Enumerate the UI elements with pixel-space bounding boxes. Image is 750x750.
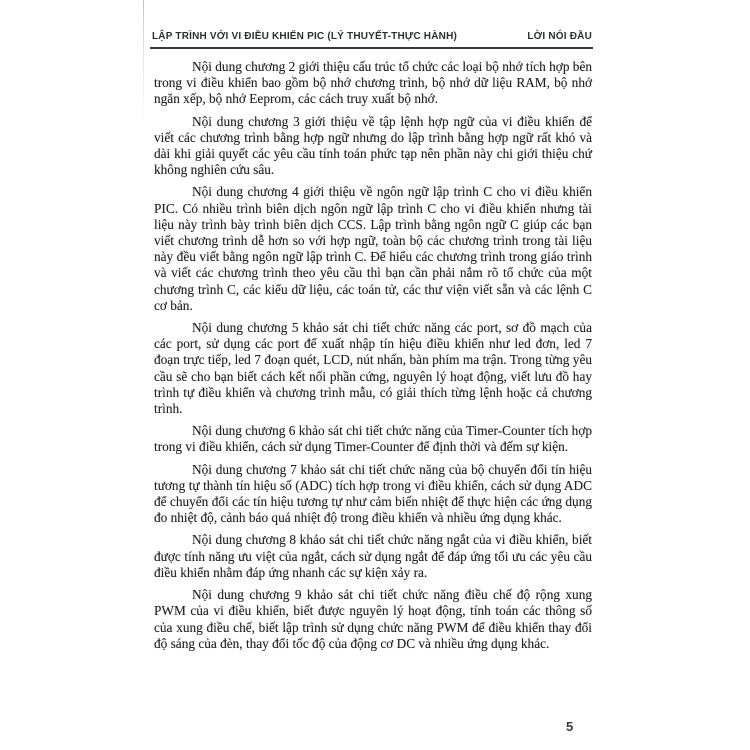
paragraph-chuong-2: Nội dung chương 2 giới thiệu cấu trúc tổ chức các loại bộ nhớ tích hợp bên trong vi điều khiển bao gồm bộ nhớ chương trình, bộ nhớ dữ liệu RAM, bộ nhớ ngăn xếp, bộ nhớ Eeprom, các cách truy xuất bộ nhớ. [154, 59, 592, 107]
body-text [154, 59, 592, 658]
page-edge-shadow [143, 0, 144, 130]
running-head-book-title: LẬP TRÌNH VỚI VI ĐIỀU KHIỂN PIC (LÝ THUYẾT-THỰC HÀNH) [152, 31, 458, 42]
header-rule [150, 47, 593, 49]
paragraph-chuong-7: Nội dung chương 7 khảo sát chi tiết chức năng của bộ chuyển đổi tín hiệu tương tự thành tín hiệu số (ADC) tích hợp trong vi điều khiển, cách sử dụng ADC để chuyển đổi các tín hiệu tương tự như cảm biến nhiệt để thực hiện các ứng dụng đo nhiệt độ, cảnh báo quá nhiệt độ trong điều khiển và nhiều ứng dụng khác. [154, 461, 592, 526]
paragraph-chuong-8: Nội dung chương 8 khảo sát chi tiết chức năng ngắt của vi điều khiển, biết được tính năng ưu việt của ngắt, cách sử dụng ngắt để đáp ứng tối ưu các yêu cầu điều khiển nhằm đáp ứng nhanh các sự kiện xảy ra. [154, 532, 592, 580]
paragraph-chuong-9: Nội dung chương 9 khảo sát chi tiết chức năng điều chế độ rộng xung PWM của vi điều khiển, biết được nguyên lý hoạt động, tính toán các thông số của xung điều chế, biết lập trình sử dụng chức năng PWM để điều khiển thay đổi độ sáng của đèn, thay đổi tốc độ của động cơ DC và nhiều ứng dụng khác. [154, 587, 592, 651]
paragraph-chuong-4: Nội dung chương 4 giới thiệu về ngôn ngữ lập trình C cho vi điều khiển PIC. Có nhiều trình biên dịch ngôn ngữ lập trình C cho vi điều khiển nhưng tài liệu này trình bày trình biên dịch CCS. Lập trình bằng ngôn ngữ C giúp các bạn viết chương trình dễ hơn so với hợp ngữ, toàn bộ các chương trình trong tài liệu này đều viết bằng ngôn ngữ lập trình C. Để hiểu các chương trình trong giáo trình và viết các chương trình theo yêu cầu thì bạn cần phải nắm rõ tổ chức của một chương trình C, các kiểu dữ liệu, các toán tử, các thư viện viết sẵn và các lệnh C cơ bản. [154, 184, 592, 313]
running-head-section-title: LỜI NÓI ĐẦU [527, 31, 592, 42]
paragraph-chuong-5: Nội dung chương 5 khảo sát chi tiết chức năng các port, sơ đồ mạch của các port, sử dụng các port để xuất nhập tín hiệu điều khiển như led đơn, led 7 đoạn trực tiếp, led 7 đoạn quét, LCD, nút nhấn, bàn phím ma trận. Trong từng yêu cầu sẽ cho bạn biết cách kết nối phần cứng, nguyên lý hoạt động, viết lưu đồ hay trình tự điều khiển và chương trình mẫu, có giải thích từng lệnh hoặc cả chương trình. [154, 320, 592, 417]
paragraph-chuong-6: Nội dung chương 6 khảo sát chi tiết chức năng của Timer-Counter tích hợp trong vi điều khiển, cách sử dụng Timer-Counter để định thời và đếm sự kiện. [154, 423, 592, 455]
page-number: 5 [566, 719, 574, 734]
paragraph-chuong-3: Nội dung chương 3 giới thiệu về tập lệnh hợp ngữ của vi điều khiển để viết các chương trình bằng hợp ngữ nhưng do lập trình bằng hợp ngữ rất khó và dài khi giải quyết các yêu cầu tính toán phức tạp nên phần này chi giới thiệu chứ không nghiên cứu sâu. [154, 113, 592, 178]
running-header [152, 31, 592, 42]
